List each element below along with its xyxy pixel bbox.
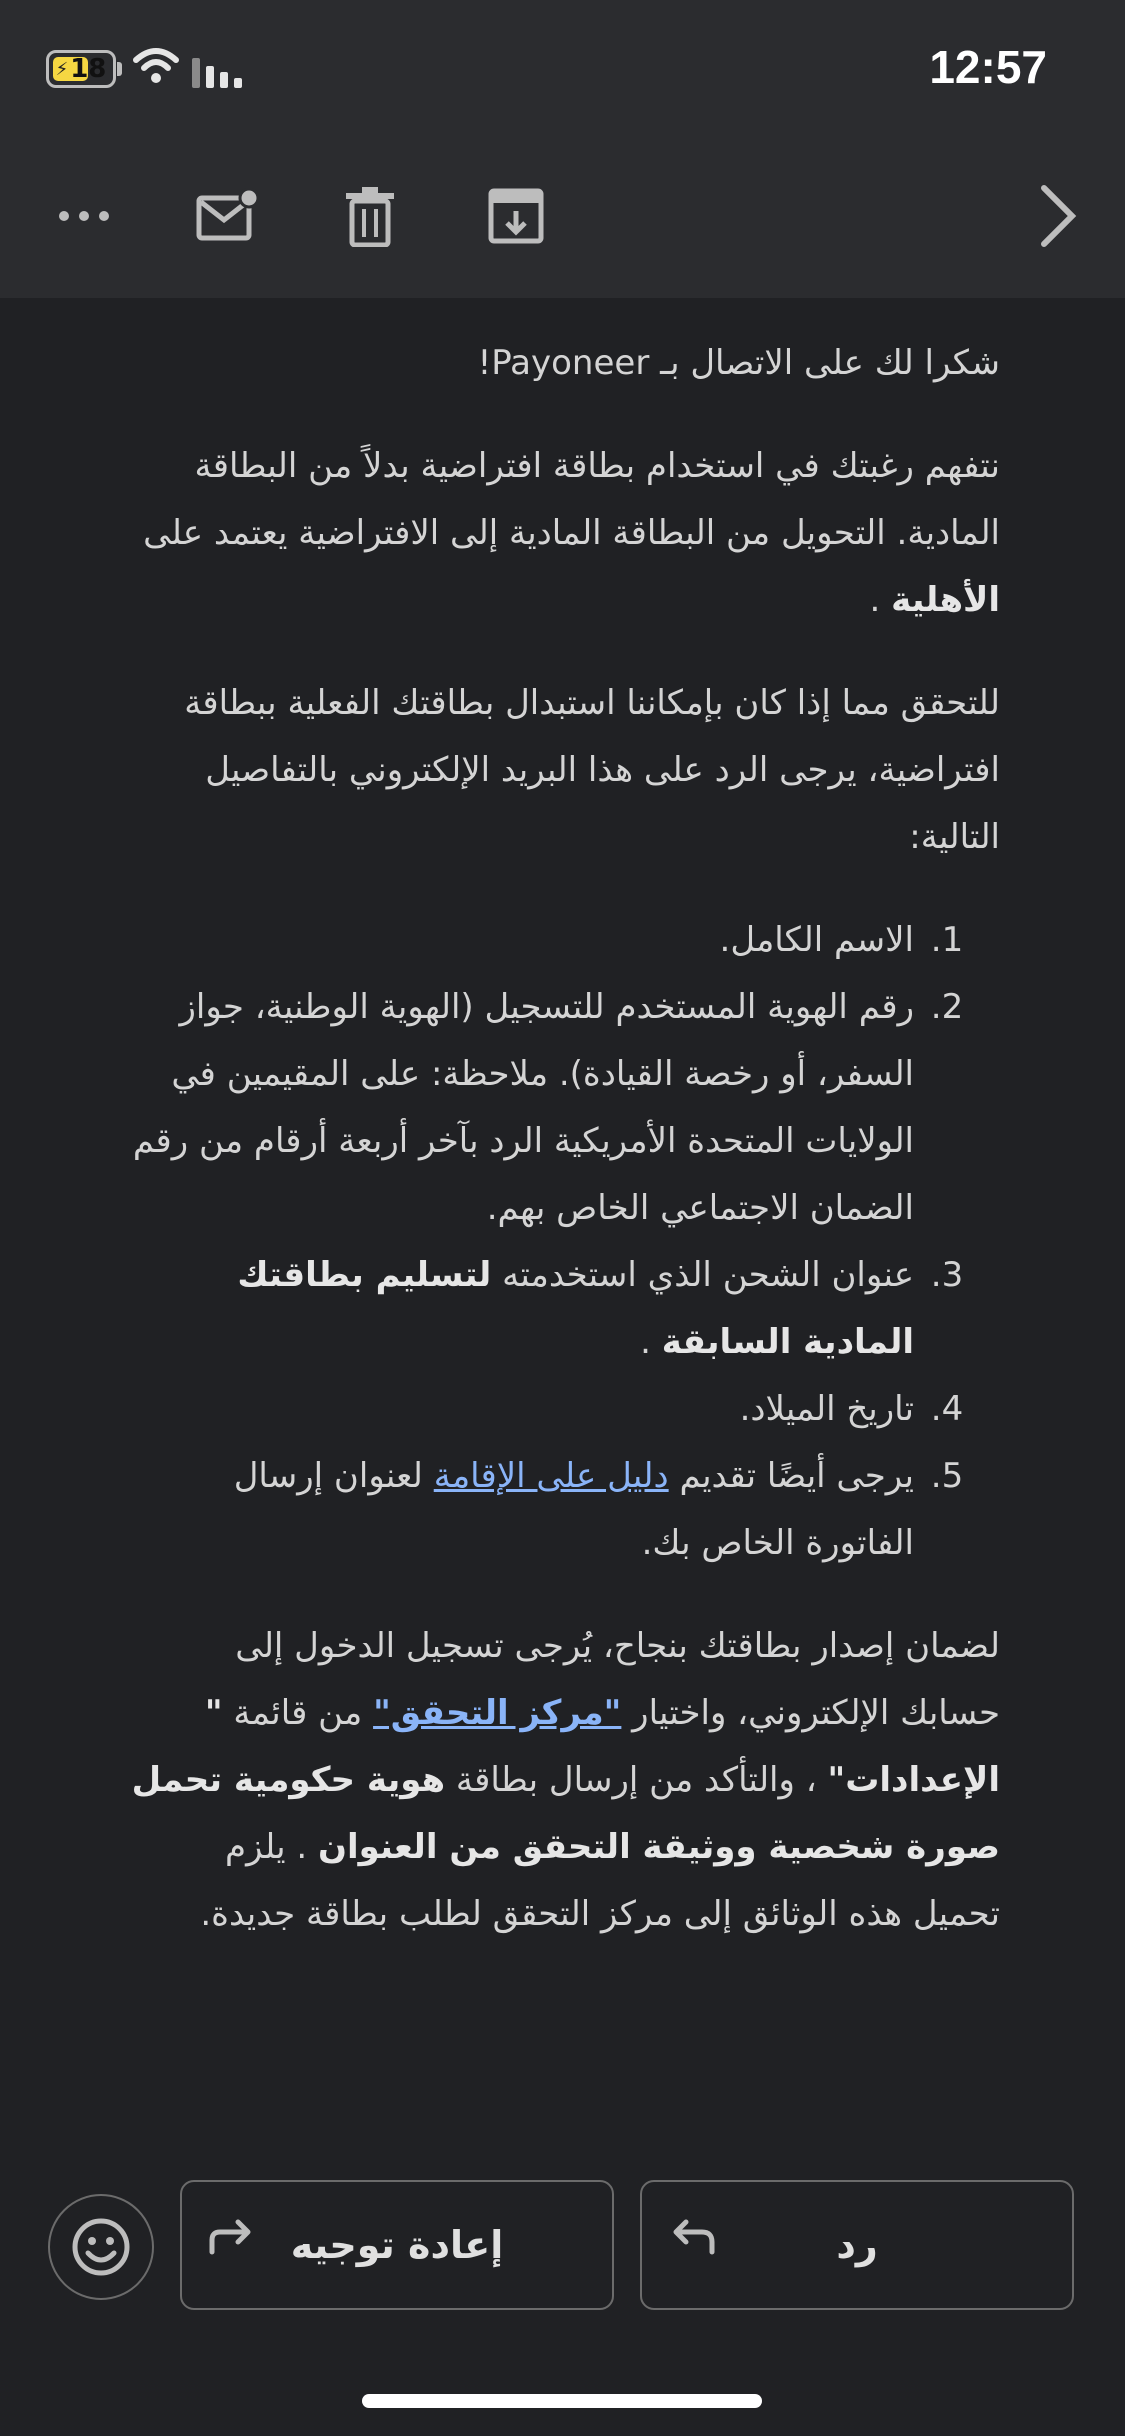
forward-label: إعادة توجيه (290, 2223, 504, 2267)
archive-button[interactable] (476, 176, 556, 256)
settings-bold: " الإعدادات" (204, 1693, 1000, 1800)
item5-end: لعنوان إرسال الفاتورة الخاص بك. (233, 1456, 914, 1563)
id-document-bold: هوية حكومية تحمل صورة شخصية ووثيقة التحقق من العنوان (131, 1760, 1000, 1867)
item3-bold: لتسليم بطاقتك المادية السابقة (237, 1255, 914, 1362)
email-toolbar (0, 160, 1125, 270)
mark-unread-button[interactable] (188, 176, 268, 256)
mark-unread-icon (195, 188, 261, 244)
proof-of-residence-link[interactable]: دليل على الإقامة (433, 1456, 669, 1496)
reply-icon (668, 2216, 716, 2256)
email-body (130, 330, 1000, 1984)
email-greeting: شكرا لك على الاتصال بـ Payoneer! (477, 343, 1000, 383)
status-time: 12:57 (929, 41, 1047, 93)
para3-text-b: من قائمة (222, 1693, 374, 1733)
para3-text-c: ، والتأكد من إرسال بطاقة (445, 1760, 828, 1800)
battery-level: 18 (70, 54, 107, 84)
header-area (0, 0, 1125, 298)
trash-icon (344, 185, 396, 247)
home-indicator[interactable] (362, 2394, 762, 2408)
status-bar (0, 0, 1125, 140)
para3-text-a: لضمان إصدار بطاقتك بنجاح، يُرجى تسجيل الدخول إلى حسابك الإلكتروني، واختيار (235, 1626, 1000, 1733)
wifi-icon (132, 46, 180, 86)
forward-icon (208, 2216, 256, 2256)
item5-text: يرجى أيضًا تقديم (668, 1456, 914, 1496)
email-paragraph-2: للتحقق مما إذا كان بإمكاننا استبدال بطاقتك الفعلية ببطاقة افتراضية، يرجى الرد على هذا البريد الإلكتروني بالتفاصيل التالية: (184, 683, 1000, 857)
chevron-right-icon (1038, 184, 1078, 248)
item3-end: . (640, 1322, 662, 1362)
list-item: 1. الاسم الكامل. (130, 907, 920, 974)
more-button[interactable] (44, 176, 124, 256)
delete-button[interactable] (330, 176, 410, 256)
item3-text: عنوان الشحن الذي استخدمته (491, 1255, 914, 1295)
details-list (130, 907, 1000, 1577)
para1-text: نتفهم رغبتك في استخدام بطاقة افتراضية بدلاً من البطاقة المادية. التحويل من البطاقة المادية إلى الافتراضية يعتمد على (143, 446, 1000, 553)
para1-bold: الأهلية (891, 580, 1000, 620)
list-item: 4. تاريخ الميلاد. (130, 1376, 920, 1443)
verification-center-link[interactable]: "مركز التحقق" (373, 1693, 622, 1733)
email-paragraph-1 (130, 433, 1000, 634)
emoji-reaction-button[interactable] (48, 2194, 154, 2300)
smiley-icon (71, 2217, 131, 2277)
para3-text-d: . يلزم تحميل هذه الوثائق إلى مركز التحقق لطلب بطاقة جديدة. (200, 1827, 1000, 1934)
action-bar (0, 2170, 1125, 2320)
list-item (130, 1443, 920, 1577)
list-item: 2. رقم الهوية المستخدم للتسجيل (الهوية الوطنية، جواز السفر، أو رخصة القيادة). ملاحظة: على المقيمين في الولايات المتحدة الأمريكية الرد بآخر أربعة أرقام من رقم الضمان الاجتماعي الخاص بهم. (130, 974, 920, 1242)
para1-end: . (869, 580, 892, 620)
forward-button[interactable] (180, 2180, 614, 2310)
reply-label: رد (836, 2223, 878, 2267)
more-icon (54, 206, 114, 226)
email-paragraph-3 (130, 1613, 1000, 1948)
list-item (130, 1242, 920, 1376)
battery-icon: ⚡ 18 (46, 50, 116, 88)
reply-button[interactable] (640, 2180, 1074, 2310)
cellular-signal-icon (192, 54, 246, 88)
battery-tip (117, 62, 122, 76)
archive-icon (487, 187, 545, 245)
next-email-button[interactable] (1018, 176, 1098, 256)
